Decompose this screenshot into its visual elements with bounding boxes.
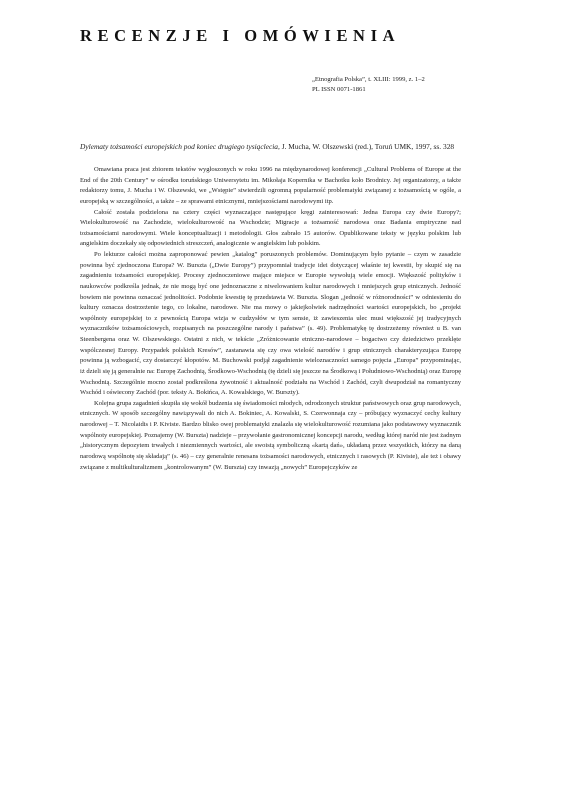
paragraph: Omawiana praca jest zbiorem tekstów wygłoszonych w roku 1996 na międzynarodowej konferencji „Cultural Problems of Europe at the End of the 20th Century” w ośrodku toruńskiego Uniwersytetu im. Mikołaja Kopernika w Bachotku koło Brodnicy. Jej organizatorzy, a także redaktorzy tomu, J. Mucha i W. Olszewski, we „Wstępie” stwierdzili ogromną popularność problematyki związanej z tożsamością w ogóle, a europejską w szczególności, a także – ze sprawami etnicznymi, mniejszościami narodowymi itp. [80, 166, 461, 205]
paragraph: Po lekturze całości można zaproponować pewien „katalog” poruszonych problemów. Dominującym było pytanie – czym w zasadzie powinna być zjednoczona Europa? W. Burszta („Dwie Europy”) przypomniał tradycje idei dotyczącej właśnie tej kwestii, by skupić się na zagadnieniu tożsamości europejskiej. Procesy zjednoczeniowe mające miejsce w Europie wywołują wiele emocji. Większość polityków i naukowców podkreśla jednak, że nie mogą być one jednoznaczne z niwelowaniem kultur narodowych i mniejszych grup etnicznych. Jedność bowiem nie powinna oznaczać jednolitości. Podobnie kwestię tę przedstawia W. Burszta. Slogan „jedność w różnorodności” w odniesieniu do kultury oznacza dostrzeżenie tego, co lokalne, narodowe. Nie ma mowy o jakiejkolwiek nadrzędności wartości europejskich, bo „projekt wspólnoty europejskiej to z pewnością Europa wizja w cudzysłów w tym sensie, iż zawieszenia ulec musi większość jej tradycyjnych wyznaczników tożsamościowych, rozpisanych na poszczególne narody i państwa” (s. 49). Problematykę tę dostrzeżemy również u B. van Steenbergena oraz W. Olszewskiego. Ostatni z nich, w tekście „Zróżnicowanie etniczno-narodowe – bogactwo czy dziedzictwo przeklęte wspólczesnej Europy. Przypadek polskich Kresów”, zastanawia się czy owa wielość narodów i grup etnicznych charakteryzująca Europę powinna ją wzbogacić, czy dostarczyć kłopotów. M. Buchowski podjął zagadnienie wieloznaczności samego pojęcia „Europa” przypominając, iż dzieli się ją generalnie na: Europę Zachodnią, Środkowo-Wschodnią (tę dzieli się jeszcze na Środkową i Południowo-Wschodnią) oraz Europę Wschodnią. Szczególnie mocno został podkreślona żywotność i aktualność podziału na Wschód i Zachód, czyli dwupodział na romantyczny Wschód i oświecony Zachód (por. teksty A. Bokińca, A. Kowalskiego, W. Burszty). [80, 251, 461, 397]
book-citation [80, 141, 462, 153]
paragraph: Całość została podzielona na cztery części wyznaczające następujące kręgi zainteresowań: Jedna Europa czy dwie Europy?; Wielokulturowość na Zachodzie, wielokulturowość na Wschodzie; Migracje a tożsamość narodowa oraz Badania empiryczne nad tożsamościami narodowymi. Wiele konceptualizacji i metodologii. Głos zabrało 15 autorów. Opublikowane teksty w języku polskim lub angielskim doczekały się odpowiednich streszczeń, analogicznie w angielskim lub polskim. [80, 208, 461, 248]
issn-line: PL ISSN 0071-1861 [312, 86, 366, 93]
paragraph: Kolejna grupa zagadnień skupiła się wokół budzenia się świadomości młodych, odrodzonych struktur państwowych oraz grup narodowych, etnicznych. W sposób szczególny nawiązywali do nich A. Bokiniec, A. Kowalski, S. Czerwonnaja czy – próbujący wyznaczyć cechy kultury narodowej – T. Nicolaidis i P. Kiviste. Bardzo blisko owej problematyki znalazła się wielokulturowość rozumiana jako podstawowy wyznacznik wspólnoty europejskiej. Poznajemy (W. Burszta) nadzieje – przywołanie gastronomicznej koncepcji narodu, według której naród nie jest żadnym „historycznym depozytem trwałych i niezmiennych wartości, ale swoistą symboliczną «kartą dań», układaną przez wszystkich, którzy na daną narodową wspólnotę się składają” (s. 46) – czy generalnie renesans tożsamości narodowych, etnicznych i rasowych (P. Kiviste), ale też i obawy związane z multikulturalizmem „kontrolowanym” (W. Burszta) czy inwazją „nowych” Europejczyków ze [80, 399, 462, 471]
journal-citation-line: „Etnografia Polska”, t. XLIII: 1999, z. 1–2 [312, 76, 425, 83]
book-details: J. Mucha, W. Olszewski (red.), Toruń UMK, 1997, ss. 328 [279, 142, 455, 151]
journal-info [312, 75, 512, 95]
section-title: RECENZJE I OMÓWIENIA [80, 26, 401, 45]
book-title: Dylematy tożsamości europejskich pod koniec drugiego tysiąclecia, [80, 142, 280, 151]
review-body [80, 165, 461, 473]
